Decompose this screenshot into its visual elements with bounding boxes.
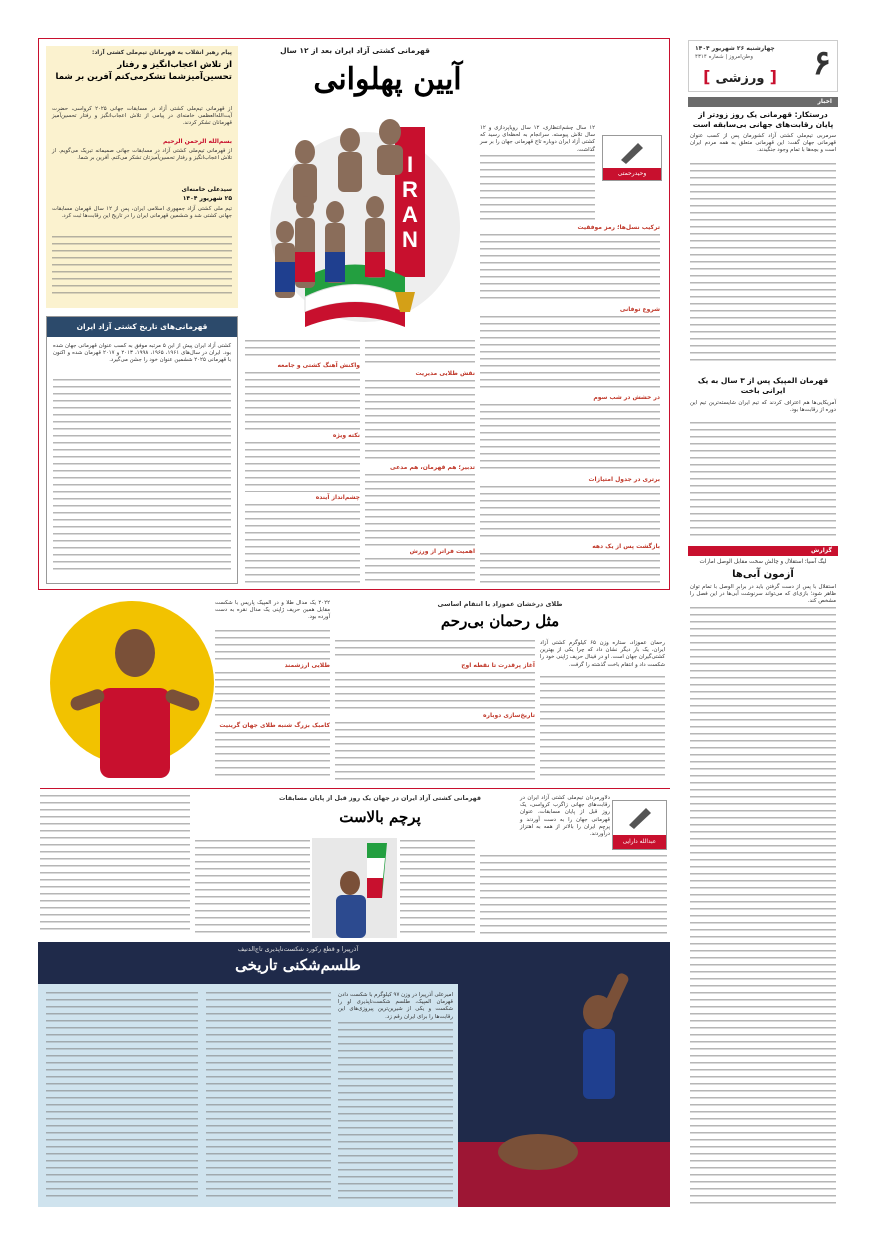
leader-kicker: پیام رهبر انقلاب به قهرمانان تیم‌ملی کشتی آزاد: [92, 50, 232, 56]
story2-kicker: طلای درخشان عموزاد با انتقام اساسی [437, 600, 563, 608]
main-subhead-9: واکنش آهنگ کشتی و جامعه [277, 362, 360, 369]
sidebar-news1-title: درستکار: قهرمانی یک روز زودتر از پایان رقابت‌های جهانی بی‌سابقه است [692, 110, 834, 129]
leader-message-box [46, 46, 238, 308]
svg-text:A: A [402, 202, 418, 227]
section-label-wrap: [ ورزشی ] [703, 67, 777, 86]
pen-icon [618, 138, 648, 164]
story4-panel [38, 942, 670, 1207]
story3-title: پرچم بالاست [339, 808, 421, 826]
story3-photo [312, 838, 397, 938]
main-subhead-5: بازگشت پس از یک دهه [592, 543, 660, 550]
story3-author-badge [612, 800, 667, 850]
sidebar-report-kicker: لیگ آسیا؛ استقلال و چالش سخت مقابل الوصل امارات [699, 559, 827, 565]
story4-photo-art [458, 942, 670, 1207]
author-name: وحید‌رحمتی [603, 168, 661, 180]
section-label: ورزشی [715, 71, 765, 86]
main-lead: ۱۲ سال چشم‌انتظاری، ۱۲ سال رویاپردازی و ۱۲ سال تلاش پیوسته. سرانجام به لحظه‌ای رسید که کشتی آزاد ایران دوباره تاج قهرمانی جهان را بر سر گذاشت. [480, 125, 596, 153]
story2-sub-4: کامبک بزرگ شنبه طلای جهان گرینیت [219, 722, 330, 729]
main-subhead-8: اهمیت فراتر از ورزش [409, 548, 475, 555]
story3-kicker: قهرمانی کشتی آزاد ایران در جهان یک روز قبل از پایان مسابقات [279, 795, 481, 802]
main-subhead-11: چشم‌انداز آینده [315, 494, 360, 501]
main-title: آیین پهلوانی [313, 62, 462, 97]
main-subhead-4: برتری در جدول امتیازات [588, 476, 660, 483]
sidebar-news2-body: آمریکایی‌ها هم اعتراف کردند که تیم ایران شایسته‌ترین تیم این دوره از رقابت‌ها بود. [690, 400, 836, 414]
main-subhead-10: نکته ویژه [332, 432, 360, 439]
main-subhead-7: تدبیر؛ هم قهرمان، هم مدعی [390, 464, 475, 471]
sidebar-report-body: استقلال با پس از دست گرفتن باید در برابر الوصل با تمام توان ظاهر شود؛ بازی‌ای که می‌تواند سرنوشت آبی‌ها در این فصل را مشخص کند. [690, 584, 836, 605]
story2-body: رحمان عموزاد، ستاره وزن ۶۵ کیلوگرم کشتی آزاد ایران، یک بار دیگر نشان داد که چرا یکی از بهترین کشتی‌گیران جهان است. او در فینال حریف ژاپنی خود را شکست داد و انتقام باخت گذشته را گرفت. [540, 640, 665, 668]
story4-title: طلسم‌شکنی تاریخی [235, 956, 361, 974]
poster-letter-i: I [406, 152, 414, 177]
story2-photo-bg [40, 598, 215, 778]
main-subhead-1: ترکیب نسل‌ها؛ رمز موفقیت [577, 224, 660, 231]
story4-photo [458, 942, 670, 1207]
issue-date: چهارشنبه ۲۶ شهریور ۱۴۰۴ [695, 45, 775, 52]
divider-line [40, 788, 670, 789]
svg-text:R: R [402, 177, 418, 202]
svg-text:N: N [402, 227, 418, 252]
leader-title: از تلاش اعجاب‌انگیز و رفتار تحسین‌آمیزشما تشکرمی‌کنم آفرین بر شما [55, 60, 232, 82]
story2-sub-2: آغاز پرقدرت تا نقطه اوج [461, 662, 535, 669]
leader-body: از قهرمانی تیم‌ملی کشتی آزاد در مسابقات جهانی ۲۰۲۵ کرواسی، حضرت آیت‌الله‌العظمی خامنه‌ای در پیامی از تلاش اعجاب‌انگیز و رفتار تحسین‌آمیز قهرمانان تشکر کردند. [52, 106, 233, 127]
story3-author: عبدالله دارایی [613, 835, 666, 849]
leader-tail: تیم ملی کشتی آزاد جمهوری اسلامی ایران، پس از ۱۲ سال قهرمان مسابقات جهانی کشتی شد و ششمین قهرمانی ایران را در تاریخ این رقابت‌ها ثبت کرد. [52, 206, 232, 220]
author-badge [602, 135, 662, 181]
history-title-bar [47, 317, 237, 337]
story2-title: مثل رحمان بی‌رحم [440, 612, 560, 630]
story2-side-text: ۲۰۲۲ یک مدال طلا و در المپیک پاریس با شکست مقابل همین حریف ژاپنی یک مدال نقره به دست آورده بود. [215, 600, 330, 621]
hero-collage [245, 112, 470, 332]
story3-body: دلاورمردان تیم‌ملی کشتی آزاد ایران در رقابت‌های جهانی زاگرب کرواسی، یک روز قبل از پایان مسابقات، عنوان قهرمانی جهان را به دست آوردند و پرچم ایران را بالاتر از همه به اهتزاز درآوردند. [520, 795, 610, 838]
pen-icon [626, 803, 654, 829]
hero-collage-art [245, 112, 470, 332]
story4-body: امیرعلی آذرپیرا در وزن ۹۷ کیلوگرم با شکست دادن قهرمان المپیک، طلسم شکست‌ناپذیری او را شکست و یکی از شیرین‌ترین پیروزی‌های این رقابت‌ها را برای ایران رقم زد. [338, 992, 453, 1020]
sidebar-news2-title: قهرمان المپیک پس از ۳ سال به یک ایرانی باخت [697, 376, 829, 395]
history-body: کشتی آزاد ایران پیش از این ۵ مرتبه موفق به کسب عنوان قهرمانی جهان شده بود. ایران در سال‌های ۱۹۶۱، ۱۹۶۵، ۱۹۹۸، ۲۰۱۳ و ۲۰۱۷ قهرمان شده و اکنون با قهرمانی ۲۰۲۵ ششمین عنوان خود را جشن می‌گیرد. [53, 343, 232, 364]
story4-kicker: آذرپیرا و قطع رکورد شکست‌ناپذیری تاج‌الدنیف [237, 946, 359, 953]
leader-quote: از قهرمانی تیم‌ملی کشتی آزاد در مسابقات جهانی صمیمانه تبریک می‌گویم. از تلاش اعجاب‌انگیز و رفتار تحسین‌آمیزتان تشکر می‌کنم. آفرین بر شما. [52, 148, 232, 162]
story2-sub-3: تاریخ‌سازی دوباره [482, 712, 535, 719]
main-subhead-3: در خشش در شب سوم [593, 394, 660, 401]
sidebar-news1-body: سرمربی تیم‌ملی کشتی آزاد کشورمان پس از کسب عنوان قهرمانی جهان گفت: این قهرمانی متعلق به همه مردم ایران است و بچه‌ها با تمام وجود جنگیدند. [690, 133, 836, 154]
leader-salutation: بسم‌الله الرحمن الرحیم [163, 138, 232, 145]
issue-line: وطن‌امروز | شماره ۴۳۱۴ [695, 54, 753, 60]
history-title: قهرمانی‌های تاریخ کشتی آزاد ایران [76, 322, 208, 331]
page-number: ۶ [812, 43, 831, 83]
story3-photo-art [312, 838, 397, 938]
sidebar-news-tag: اخبار [688, 97, 838, 107]
main-subhead-6: نقش طلایی مدیریت [415, 370, 475, 377]
main-kicker: قهرمانی کشتی آزاد ایران بعد از ۱۲ سال [280, 46, 430, 55]
leader-signature: سیدعلی خامنه‌ای [181, 186, 232, 193]
sidebar-report-tag: گزارش [688, 546, 838, 556]
sidebar-report-title: آزمون آبی‌ها [732, 569, 794, 580]
leader-sig-date: ۲۵ شهریور ۱۴۰۴ [182, 195, 232, 202]
history-box [46, 316, 238, 584]
story2-photo [40, 598, 215, 778]
story2-sub-1: طلایی ارزشمند [284, 662, 330, 669]
main-subhead-2: شروع توفانی [619, 306, 660, 313]
masthead [688, 40, 838, 92]
